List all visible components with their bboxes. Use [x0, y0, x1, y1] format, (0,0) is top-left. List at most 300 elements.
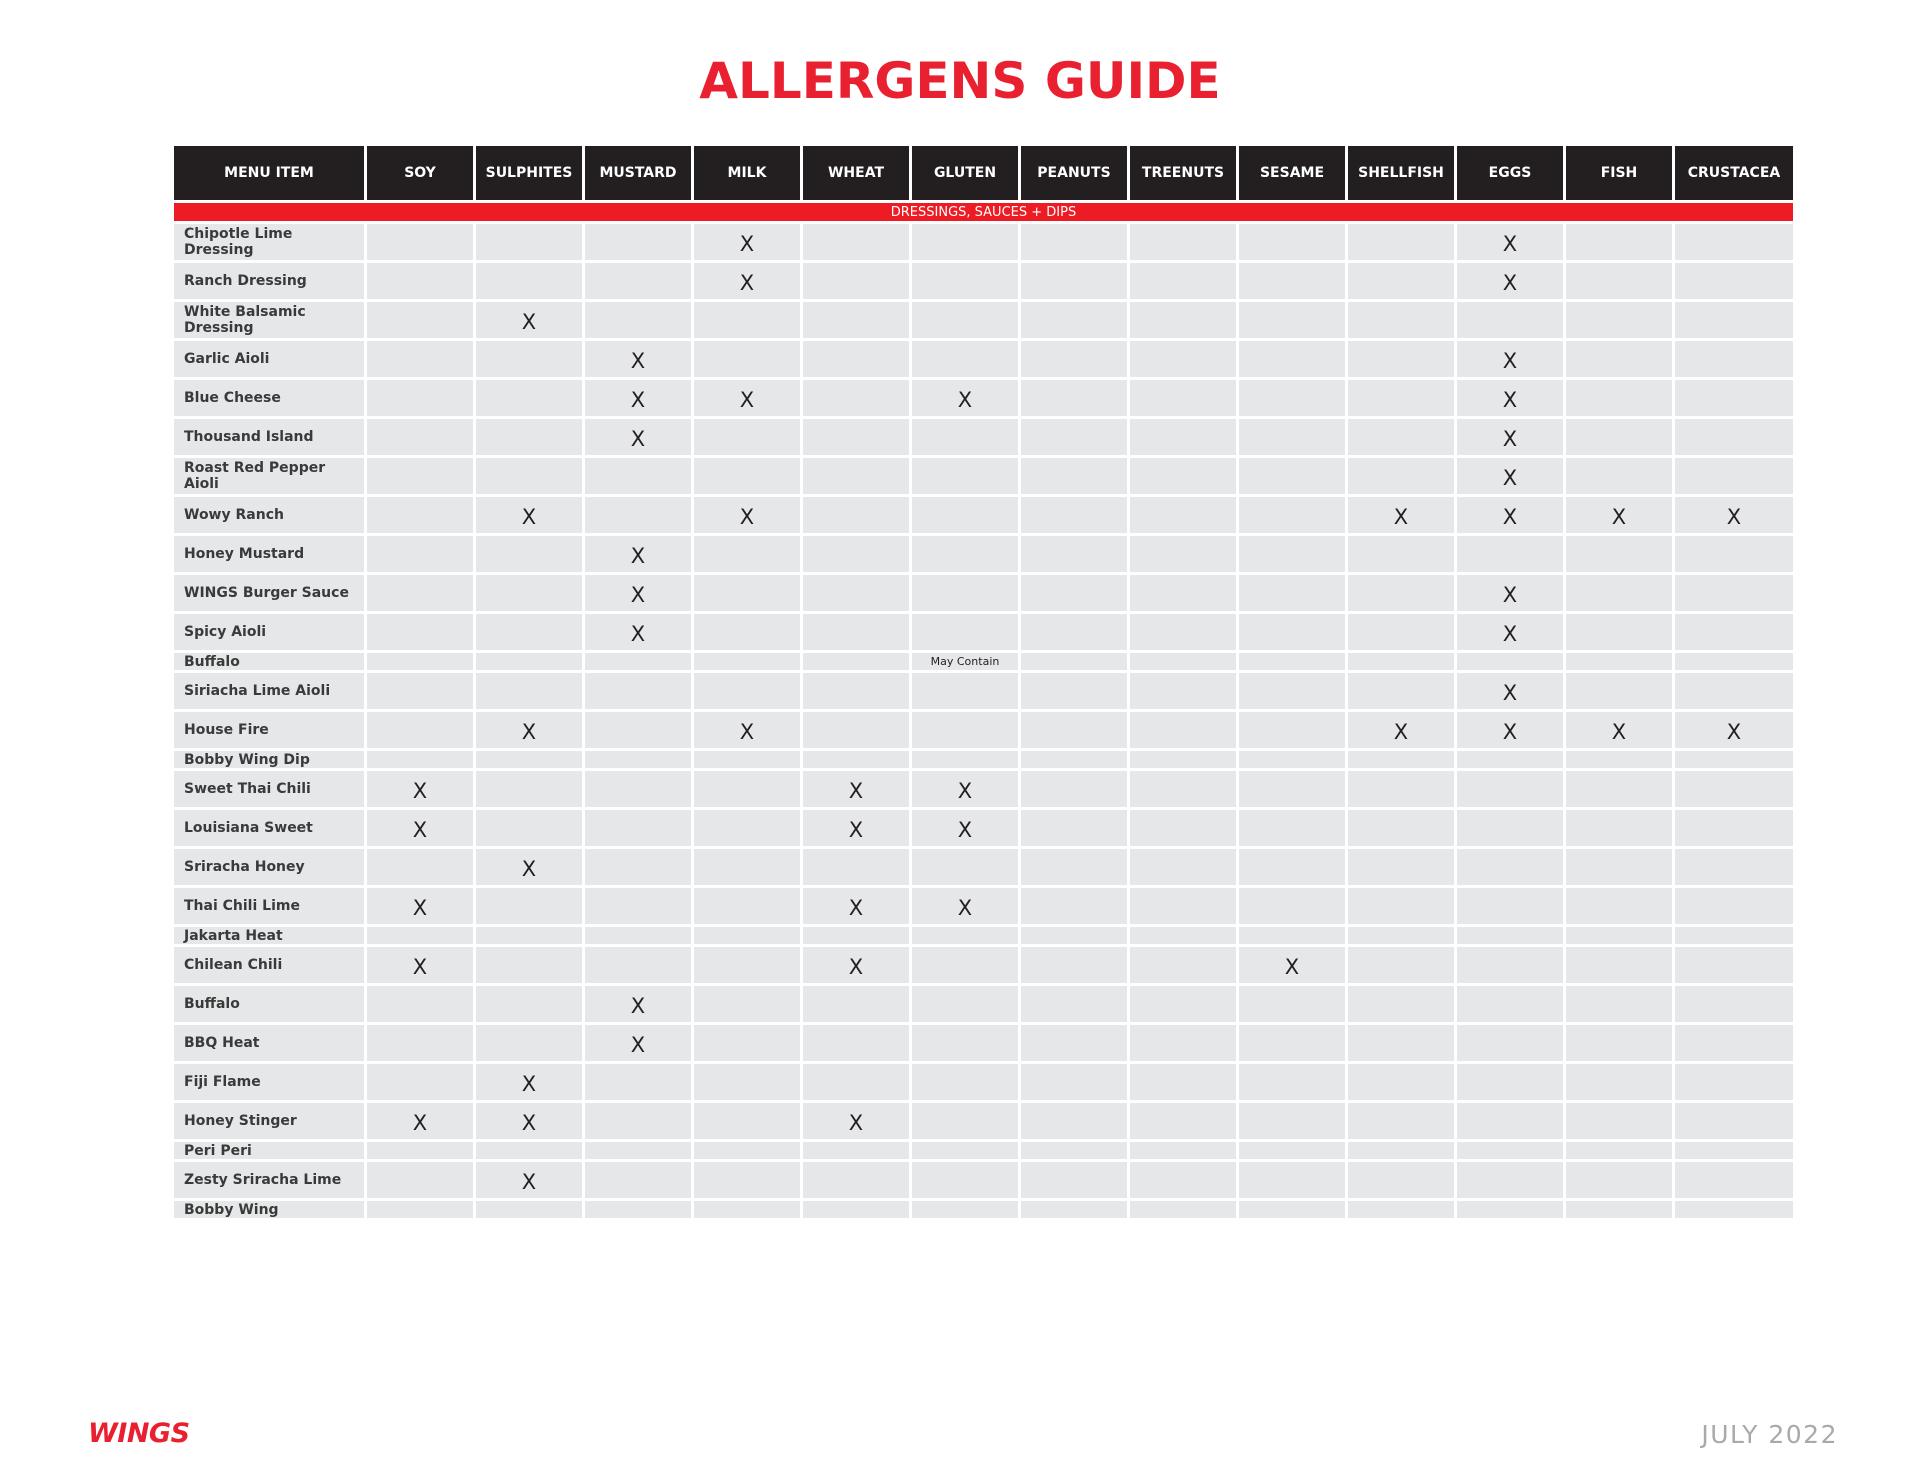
allergen-cell-peanuts	[1021, 712, 1127, 748]
allergen-cell-crustacea	[1675, 673, 1793, 709]
allergen-cell-fish	[1566, 536, 1672, 572]
table-row	[174, 653, 1793, 670]
allergen-cell-treenuts	[1130, 673, 1236, 709]
allergen-cell-soy	[367, 575, 473, 611]
allergen-cell-soy	[367, 986, 473, 1022]
allergen-cell-peanuts	[1021, 458, 1127, 494]
allergen-cell-sesame	[1239, 224, 1345, 260]
menu-item-name: Sweet Thai Chili	[174, 771, 364, 807]
allergen-mark-eggs: X	[1457, 341, 1563, 377]
table-row	[174, 341, 1793, 377]
allergen-cell-eggs	[1457, 927, 1563, 944]
allergen-cell-treenuts	[1130, 1103, 1236, 1139]
allergen-cell-fish	[1566, 224, 1672, 260]
allergen-cell-gluten	[912, 712, 1018, 748]
allergen-cell-soy	[367, 849, 473, 885]
allergen-cell-sulphites	[476, 1025, 582, 1061]
allergen-cell-mustard	[585, 1142, 691, 1159]
allergen-mark-wheat: X	[803, 888, 909, 924]
allergen-cell-sesame	[1239, 771, 1345, 807]
allergen-cell-soy	[367, 341, 473, 377]
allergen-cell-gluten	[912, 1064, 1018, 1100]
allergen-cell-sesame	[1239, 302, 1345, 338]
allergen-cell-soy	[367, 1064, 473, 1100]
allergen-cell-milk	[694, 302, 800, 338]
table-row	[174, 536, 1793, 572]
allergen-cell-mustard	[585, 751, 691, 768]
allergen-cell-mustard	[585, 1162, 691, 1198]
allergen-cell-shellfish	[1348, 419, 1454, 455]
allergen-mark-mustard: X	[585, 575, 691, 611]
allergen-cell-milk	[694, 888, 800, 924]
allergen-cell-gluten	[912, 536, 1018, 572]
allergen-cell-treenuts	[1130, 497, 1236, 533]
allergen-cell-soy	[367, 927, 473, 944]
allergen-cell-peanuts	[1021, 419, 1127, 455]
menu-item-name: Buffalo	[174, 653, 364, 670]
allergen-cell-shellfish	[1348, 380, 1454, 416]
allergen-cell-treenuts	[1130, 341, 1236, 377]
allergen-cell-crustacea	[1675, 888, 1793, 924]
allergen-cell-eggs	[1457, 771, 1563, 807]
allergen-cell-sesame	[1239, 1142, 1345, 1159]
menu-item-name: Siriacha Lime Aioli	[174, 673, 364, 709]
allergen-cell-fish	[1566, 1162, 1672, 1198]
allergen-cell-sulphites	[476, 1142, 582, 1159]
allergen-cell-sulphites	[476, 224, 582, 260]
allergen-cell-sulphites	[476, 810, 582, 846]
allergen-cell-gluten	[912, 1103, 1018, 1139]
allergen-cell-mustard	[585, 1064, 691, 1100]
menu-item-name: Jakarta Heat	[174, 927, 364, 944]
allergen-cell-sesame	[1239, 1103, 1345, 1139]
table-row	[174, 849, 1793, 885]
allergen-cell-peanuts	[1021, 536, 1127, 572]
allergen-cell-sesame	[1239, 888, 1345, 924]
allergen-mark-crustacea: X	[1675, 497, 1793, 533]
allergen-cell-gluten	[912, 1142, 1018, 1159]
allergen-cell-wheat	[803, 751, 909, 768]
column-header-treenuts: TREENUTS	[1130, 146, 1236, 200]
allergen-cell-sesame	[1239, 575, 1345, 611]
allergen-cell-sesame	[1239, 1064, 1345, 1100]
allergen-cell-soy	[367, 497, 473, 533]
allergen-mark-sesame: X	[1239, 947, 1345, 983]
allergen-cell-fish	[1566, 673, 1672, 709]
allergen-cell-treenuts	[1130, 302, 1236, 338]
allergen-cell-crustacea	[1675, 986, 1793, 1022]
allergen-cell-eggs	[1457, 810, 1563, 846]
allergen-cell-wheat	[803, 712, 909, 748]
allergen-cell-crustacea	[1675, 419, 1793, 455]
allergen-cell-mustard	[585, 849, 691, 885]
menu-item-name: Bobby Wing Dip	[174, 751, 364, 768]
allergen-cell-sesame	[1239, 986, 1345, 1022]
allergen-cell-gluten	[912, 302, 1018, 338]
menu-item-name: Honey Stinger	[174, 1103, 364, 1139]
allergen-cell-milk	[694, 1103, 800, 1139]
allergen-cell-eggs	[1457, 1064, 1563, 1100]
allergen-cell-peanuts	[1021, 653, 1127, 670]
column-header-soy: SOY	[367, 146, 473, 200]
allergen-cell-gluten	[912, 927, 1018, 944]
allergen-cell-shellfish	[1348, 810, 1454, 846]
allergen-cell-milk	[694, 927, 800, 944]
allergen-cell-shellfish	[1348, 614, 1454, 650]
allergen-cell-eggs	[1457, 1162, 1563, 1198]
allergen-cell-mustard	[585, 263, 691, 299]
allergen-cell-peanuts	[1021, 947, 1127, 983]
allergen-mark-shellfish: X	[1348, 497, 1454, 533]
allergen-cell-treenuts	[1130, 458, 1236, 494]
menu-item-name: Garlic Aioli	[174, 341, 364, 377]
allergen-cell-fish	[1566, 947, 1672, 983]
table-row	[174, 302, 1793, 338]
menu-item-name: Honey Mustard	[174, 536, 364, 572]
allergen-cell-wheat	[803, 419, 909, 455]
allergen-cell-treenuts	[1130, 614, 1236, 650]
allergen-mark-soy: X	[367, 771, 473, 807]
allergen-cell-peanuts	[1021, 673, 1127, 709]
allergen-cell-mustard	[585, 1201, 691, 1218]
allergen-cell-peanuts	[1021, 614, 1127, 650]
allergen-cell-peanuts	[1021, 341, 1127, 377]
menu-item-name: Sriracha Honey	[174, 849, 364, 885]
column-header-milk: MILK	[694, 146, 800, 200]
allergen-mark-eggs: X	[1457, 497, 1563, 533]
allergen-cell-peanuts	[1021, 810, 1127, 846]
allergen-mark-sulphites: X	[476, 1103, 582, 1139]
allergen-cell-eggs	[1457, 1201, 1563, 1218]
allergen-cell-soy	[367, 751, 473, 768]
column-header-menu-item: MENU ITEM	[174, 146, 364, 200]
column-header-eggs: EGGS	[1457, 146, 1563, 200]
allergen-cell-treenuts	[1130, 810, 1236, 846]
allergen-cell-fish	[1566, 1064, 1672, 1100]
table-row	[174, 497, 1793, 533]
allergen-cell-sesame	[1239, 927, 1345, 944]
allergen-cell-soy	[367, 458, 473, 494]
allergen-cell-shellfish	[1348, 947, 1454, 983]
allergen-cell-sulphites	[476, 751, 582, 768]
allergen-mark-mustard: X	[585, 536, 691, 572]
table-row	[174, 614, 1793, 650]
allergen-mark-eggs: X	[1457, 575, 1563, 611]
allergen-cell-wheat	[803, 1201, 909, 1218]
allergen-cell-shellfish	[1348, 536, 1454, 572]
allergen-cell-sesame	[1239, 810, 1345, 846]
menu-item-name: BBQ Heat	[174, 1025, 364, 1061]
menu-item-name: Blue Cheese	[174, 380, 364, 416]
allergen-cell-crustacea	[1675, 849, 1793, 885]
allergen-cell-treenuts	[1130, 653, 1236, 670]
menu-item-name: Peri Peri	[174, 1142, 364, 1159]
allergen-mark-eggs: X	[1457, 673, 1563, 709]
allergen-mark-eggs: X	[1457, 614, 1563, 650]
allergen-cell-peanuts	[1021, 1201, 1127, 1218]
menu-item-name: Buffalo	[174, 986, 364, 1022]
allergen-cell-crustacea	[1675, 263, 1793, 299]
table-row	[174, 888, 1793, 924]
table-row	[174, 986, 1793, 1022]
allergen-mark-eggs: X	[1457, 224, 1563, 260]
menu-item-name: Ranch Dressing	[174, 263, 364, 299]
allergen-mark-milk: X	[694, 380, 800, 416]
allergen-cell-crustacea	[1675, 1064, 1793, 1100]
allergen-cell-sulphites	[476, 419, 582, 455]
allergen-cell-shellfish	[1348, 1162, 1454, 1198]
allergen-cell-gluten	[912, 614, 1018, 650]
menu-item-name: Wowy Ranch	[174, 497, 364, 533]
allergen-cell-treenuts	[1130, 1064, 1236, 1100]
menu-item-name: Thai Chili Lime	[174, 888, 364, 924]
allergen-cell-crustacea	[1675, 302, 1793, 338]
allergen-mark-eggs: X	[1457, 419, 1563, 455]
allergen-cell-shellfish	[1348, 888, 1454, 924]
column-header-crustacea: CRUSTACEA	[1675, 146, 1793, 200]
table-row	[174, 419, 1793, 455]
allergen-cell-shellfish	[1348, 1103, 1454, 1139]
allergen-cell-sesame	[1239, 458, 1345, 494]
allergen-mark-sulphites: X	[476, 497, 582, 533]
allergen-cell-soy	[367, 1162, 473, 1198]
allergen-cell-shellfish	[1348, 771, 1454, 807]
allergen-cell-wheat	[803, 380, 909, 416]
allergen-cell-shellfish	[1348, 458, 1454, 494]
allergen-cell-gluten	[912, 947, 1018, 983]
allergen-cell-soy	[367, 1025, 473, 1061]
allergen-cell-sesame	[1239, 614, 1345, 650]
allergen-cell-treenuts	[1130, 751, 1236, 768]
allergen-cell-fish	[1566, 771, 1672, 807]
allergen-cell-peanuts	[1021, 1025, 1127, 1061]
table-row	[174, 458, 1793, 494]
allergen-cell-sesame	[1239, 1201, 1345, 1218]
allergen-mark-eggs: X	[1457, 263, 1563, 299]
allergen-cell-gluten	[912, 341, 1018, 377]
footer-date: JULY 2022	[1701, 1420, 1838, 1449]
column-header-peanuts: PEANUTS	[1021, 146, 1127, 200]
allergen-cell-mustard	[585, 712, 691, 748]
allergen-cell-wheat	[803, 302, 909, 338]
allergen-cell-sesame	[1239, 380, 1345, 416]
menu-item-name: Zesty Sriracha Lime	[174, 1162, 364, 1198]
allergen-cell-soy	[367, 673, 473, 709]
allergen-cell-crustacea	[1675, 614, 1793, 650]
allergen-cell-sulphites	[476, 927, 582, 944]
allergen-cell-fish	[1566, 810, 1672, 846]
table-row	[174, 1064, 1793, 1100]
allergen-cell-wheat	[803, 653, 909, 670]
allergen-cell-treenuts	[1130, 419, 1236, 455]
allergen-cell-milk	[694, 1025, 800, 1061]
allergen-cell-soy	[367, 224, 473, 260]
allergen-cell-fish	[1566, 1103, 1672, 1139]
allergen-cell-crustacea	[1675, 380, 1793, 416]
allergen-cell-crustacea	[1675, 1162, 1793, 1198]
allergen-cell-wheat	[803, 224, 909, 260]
allergen-cell-sulphites	[476, 653, 582, 670]
allergen-cell-fish	[1566, 302, 1672, 338]
allergen-cell-gluten	[912, 849, 1018, 885]
allergen-cell-treenuts	[1130, 380, 1236, 416]
allergen-cell-crustacea	[1675, 341, 1793, 377]
allergen-cell-crustacea	[1675, 1142, 1793, 1159]
allergen-cell-mustard	[585, 947, 691, 983]
allergen-cell-wheat	[803, 673, 909, 709]
allergen-cell-peanuts	[1021, 380, 1127, 416]
allergen-cell-gluten	[912, 1025, 1018, 1061]
table-row	[174, 1162, 1793, 1198]
allergen-cell-wheat	[803, 614, 909, 650]
allergen-cell-crustacea	[1675, 1025, 1793, 1061]
allergen-cell-crustacea	[1675, 947, 1793, 983]
table-row	[174, 1103, 1793, 1139]
allergen-cell-mustard	[585, 224, 691, 260]
allergen-cell-milk	[694, 614, 800, 650]
allergen-cell-shellfish	[1348, 849, 1454, 885]
allergen-cell-sesame	[1239, 1162, 1345, 1198]
allergen-mark-sulphites: X	[476, 302, 582, 338]
allergen-cell-soy	[367, 614, 473, 650]
menu-item-name: Chilean Chili	[174, 947, 364, 983]
table-row	[174, 810, 1793, 846]
allergen-cell-shellfish	[1348, 1201, 1454, 1218]
allergen-cell-eggs	[1457, 947, 1563, 983]
allergen-cell-sesame	[1239, 673, 1345, 709]
allergen-cell-sulphites	[476, 341, 582, 377]
allergen-note-gluten: May Contain	[912, 653, 1018, 670]
allergen-cell-fish	[1566, 653, 1672, 670]
allergen-cell-peanuts	[1021, 302, 1127, 338]
allergen-cell-shellfish	[1348, 673, 1454, 709]
allergen-cell-shellfish	[1348, 575, 1454, 611]
allergen-mark-wheat: X	[803, 1103, 909, 1139]
allergen-cell-eggs	[1457, 888, 1563, 924]
allergen-mark-shellfish: X	[1348, 712, 1454, 748]
allergen-cell-crustacea	[1675, 536, 1793, 572]
allergen-cell-fish	[1566, 888, 1672, 924]
table-header-row	[174, 146, 1793, 200]
allergen-cell-mustard	[585, 458, 691, 494]
allergen-cell-treenuts	[1130, 575, 1236, 611]
allergen-cell-treenuts	[1130, 927, 1236, 944]
allergen-cell-sulphites	[476, 947, 582, 983]
allergen-mark-mustard: X	[585, 986, 691, 1022]
allergen-cell-sulphites	[476, 575, 582, 611]
allergen-cell-shellfish	[1348, 986, 1454, 1022]
allergen-cell-soy	[367, 653, 473, 670]
allergen-mark-fish: X	[1566, 712, 1672, 748]
allergen-cell-fish	[1566, 849, 1672, 885]
menu-item-name: Roast Red Pepper Aioli	[174, 458, 364, 494]
allergen-cell-shellfish	[1348, 1142, 1454, 1159]
allergen-cell-shellfish	[1348, 263, 1454, 299]
allergen-cell-shellfish	[1348, 1064, 1454, 1100]
allergen-cell-fish	[1566, 1201, 1672, 1218]
allergen-cell-fish	[1566, 458, 1672, 494]
allergen-cell-milk	[694, 810, 800, 846]
allergen-cell-fish	[1566, 419, 1672, 455]
table-row	[174, 771, 1793, 807]
allergen-cell-wheat	[803, 458, 909, 494]
allergen-cell-peanuts	[1021, 849, 1127, 885]
allergen-cell-peanuts	[1021, 986, 1127, 1022]
allergen-cell-milk	[694, 986, 800, 1022]
allergen-cell-mustard	[585, 771, 691, 807]
allergen-cell-treenuts	[1130, 947, 1236, 983]
allergen-cell-treenuts	[1130, 771, 1236, 807]
table-row	[174, 1025, 1793, 1061]
allergen-cell-sesame	[1239, 849, 1345, 885]
allergen-cell-shellfish	[1348, 653, 1454, 670]
allergen-cell-milk	[694, 536, 800, 572]
allergen-cell-eggs	[1457, 849, 1563, 885]
allergen-cell-sesame	[1239, 712, 1345, 748]
allergen-cell-peanuts	[1021, 263, 1127, 299]
allergen-cell-treenuts	[1130, 712, 1236, 748]
allergen-cell-crustacea	[1675, 575, 1793, 611]
allergen-cell-eggs	[1457, 986, 1563, 1022]
allergen-cell-wheat	[803, 341, 909, 377]
allergen-cell-mustard	[585, 927, 691, 944]
allergen-cell-fish	[1566, 986, 1672, 1022]
allergen-cell-gluten	[912, 458, 1018, 494]
allergen-cell-wheat	[803, 1162, 909, 1198]
allergen-mark-eggs: X	[1457, 380, 1563, 416]
allergen-cell-sulphites	[476, 1201, 582, 1218]
allergen-cell-peanuts	[1021, 927, 1127, 944]
allergen-cell-milk	[694, 419, 800, 455]
allergen-cell-fish	[1566, 927, 1672, 944]
allergen-cell-sesame	[1239, 497, 1345, 533]
allergen-cell-milk	[694, 849, 800, 885]
allergen-cell-peanuts	[1021, 1162, 1127, 1198]
allergen-cell-crustacea	[1675, 751, 1793, 768]
allergen-cell-sulphites	[476, 536, 582, 572]
allergen-cell-crustacea	[1675, 1201, 1793, 1218]
allergen-mark-gluten: X	[912, 888, 1018, 924]
allergen-mark-wheat: X	[803, 771, 909, 807]
allergen-cell-soy	[367, 536, 473, 572]
allergen-mark-soy: X	[367, 1103, 473, 1139]
allergen-cell-milk	[694, 673, 800, 709]
allergen-cell-wheat	[803, 1064, 909, 1100]
allergen-cell-wheat	[803, 497, 909, 533]
allergen-cell-mustard	[585, 810, 691, 846]
allergen-cell-soy	[367, 1201, 473, 1218]
allergen-cell-sesame	[1239, 536, 1345, 572]
allergen-cell-sesame	[1239, 263, 1345, 299]
allergen-cell-mustard	[585, 673, 691, 709]
allergen-cell-milk	[694, 751, 800, 768]
table-row	[174, 224, 1793, 260]
allergen-cell-wheat	[803, 849, 909, 885]
allergen-cell-sulphites	[476, 986, 582, 1022]
allergen-cell-gluten	[912, 1201, 1018, 1218]
allergen-mark-sulphites: X	[476, 1064, 582, 1100]
allergen-cell-treenuts	[1130, 849, 1236, 885]
table-row	[174, 927, 1793, 944]
allergen-cell-milk	[694, 458, 800, 494]
menu-item-name: Fiji Flame	[174, 1064, 364, 1100]
allergen-mark-wheat: X	[803, 947, 909, 983]
menu-item-name: Chipotle Lime Dressing	[174, 224, 364, 260]
allergen-cell-milk	[694, 1162, 800, 1198]
allergen-cell-peanuts	[1021, 224, 1127, 260]
allergen-cell-wheat	[803, 986, 909, 1022]
allergen-mark-soy: X	[367, 810, 473, 846]
